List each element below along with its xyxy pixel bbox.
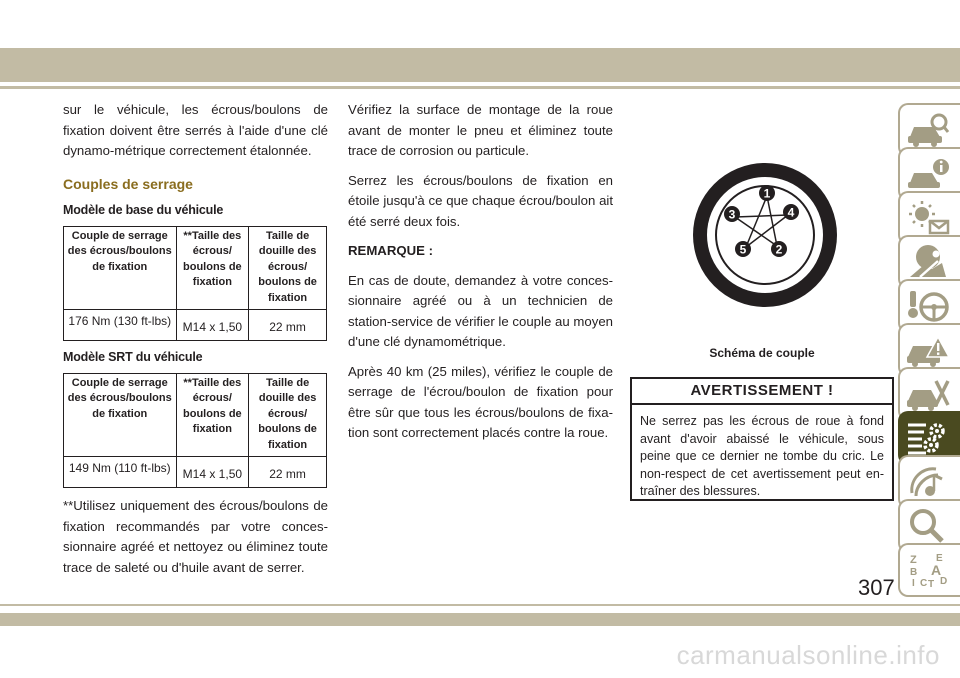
figure-caption: Schéma de couple xyxy=(709,346,815,360)
bolt-3 xyxy=(724,206,740,222)
table-cell: M14 x 1,50 xyxy=(176,310,249,341)
svg-text:4: 4 xyxy=(787,205,795,220)
table-header: Couple de serrage des écrous/boulons de fixation xyxy=(64,373,177,457)
page-number: 307 xyxy=(858,575,895,600)
top-margin xyxy=(0,0,960,48)
specs-gears-icon xyxy=(906,419,950,457)
table-header: Taille de douille des écrous/ boulons de fixation xyxy=(249,373,327,457)
footer-band xyxy=(0,613,960,626)
remark-label: REMARQUE : xyxy=(348,243,433,258)
svg-text:D: D xyxy=(940,576,948,587)
remark-text: En cas de doute, demandez à votre conces-sionnaire agréé ou à un technicien de station-service de vérifier le couple au moyen d'une clé dynamométrique. xyxy=(348,272,613,349)
table-cell: 22 mm xyxy=(249,310,327,341)
svg-text:Z: Z xyxy=(910,554,917,566)
torque-table-srt xyxy=(63,373,327,489)
svg-text:T: T xyxy=(928,579,935,589)
footnote: **Utilisez uniquement des écrous/boulons de fixation recommandés par votre conces-sionnaire agréé et nettoyez ou éliminez toute trace de saleté ou d'huile avant de serrer. xyxy=(63,498,328,575)
table-header: **Taille des écrous/ boulons de fixation xyxy=(176,373,249,457)
bolt-2 xyxy=(771,241,787,257)
header-rule xyxy=(0,86,960,89)
svg-text:E: E xyxy=(936,553,943,564)
warning-text: Ne serrez pas les écrous de roue à fond avant d'avoir abaissé le véhicule, sous peine que ce dernier ne tombe du cric. Le non-respect de cet avertissement peut en-traîner des blessures. xyxy=(640,414,884,498)
section-title: Couples de serrage xyxy=(63,175,193,192)
footer-rule xyxy=(0,604,960,606)
table-cell: 149 Nm (110 ft-lbs) xyxy=(64,457,177,488)
header-band xyxy=(0,48,960,82)
left-column xyxy=(63,100,328,587)
car-hazard-icon xyxy=(906,331,950,369)
bolt-5 xyxy=(735,241,751,257)
warning-title: AVERTISSEMENT ! xyxy=(632,379,892,405)
table2-title: Modèle SRT du véhicule xyxy=(63,350,203,364)
intro-paragraph: sur le véhicule, les écrous/boulons de fixation doivent être serrés à l'aide d'une clé dynamo-métrique correctement étalonnée. xyxy=(63,102,328,158)
alphabet-index-icon xyxy=(906,551,950,589)
svg-text:C: C xyxy=(920,578,928,589)
table-header: Taille de douille des écrous/ boulons de fixation xyxy=(249,226,327,310)
table-cell: 176 Nm (130 ft-lbs) xyxy=(64,310,177,341)
middle-column xyxy=(348,100,613,453)
svg-text:5: 5 xyxy=(739,242,747,257)
svg-text:B: B xyxy=(910,567,918,578)
table-header: **Taille des écrous/ boulons de fixation xyxy=(176,226,249,310)
table-cell: 22 mm xyxy=(249,457,327,488)
tab-index[interactable] xyxy=(898,543,960,597)
table-cell: M14 x 1,50 xyxy=(176,457,249,488)
torque-table-base xyxy=(63,226,327,342)
svg-text:1: 1 xyxy=(763,186,771,201)
paragraph: Serrez les écrous/boulons de fixation en étoile jusqu'à ce que chaque écrou/boulon ait été serré deux fois. xyxy=(348,172,613,229)
table1-title: Modèle de base du véhicule xyxy=(63,203,224,217)
bolt-4 xyxy=(783,204,799,220)
car-magnifier-icon xyxy=(906,111,950,149)
watermark: carmanualsonline.info xyxy=(676,640,940,670)
svg-text:I: I xyxy=(912,578,915,589)
warning-box xyxy=(630,377,894,501)
bolt-1 xyxy=(759,185,775,201)
car-tools-icon xyxy=(906,375,950,413)
torque-pattern-figure xyxy=(690,160,840,310)
svg-text:2: 2 xyxy=(775,242,783,257)
svg-text:3: 3 xyxy=(728,207,736,222)
music-note-icon xyxy=(906,463,950,501)
magnifier-icon xyxy=(906,507,950,545)
car-info-icon xyxy=(906,155,950,193)
steering-wheel-icon xyxy=(906,287,950,325)
paragraph: Après 40 km (25 miles), vérifiez le couple de serrage de l'écrou/boulon de fixation pour être sûr que tous les écrous/boulons de fixa-tion sont correctement placés contre la roue. xyxy=(348,363,613,440)
svg-text:A: A xyxy=(931,562,942,578)
paragraph: Vérifiez la surface de montage de la roue avant de monter le pneu et éliminez toute trace de corrosion ou particule. xyxy=(348,102,613,158)
table-header: Couple de serrage des écrous/boulons de fixation xyxy=(64,226,177,310)
airbag-seatbelt-icon xyxy=(906,243,950,281)
warning-lights-icon xyxy=(906,199,950,237)
